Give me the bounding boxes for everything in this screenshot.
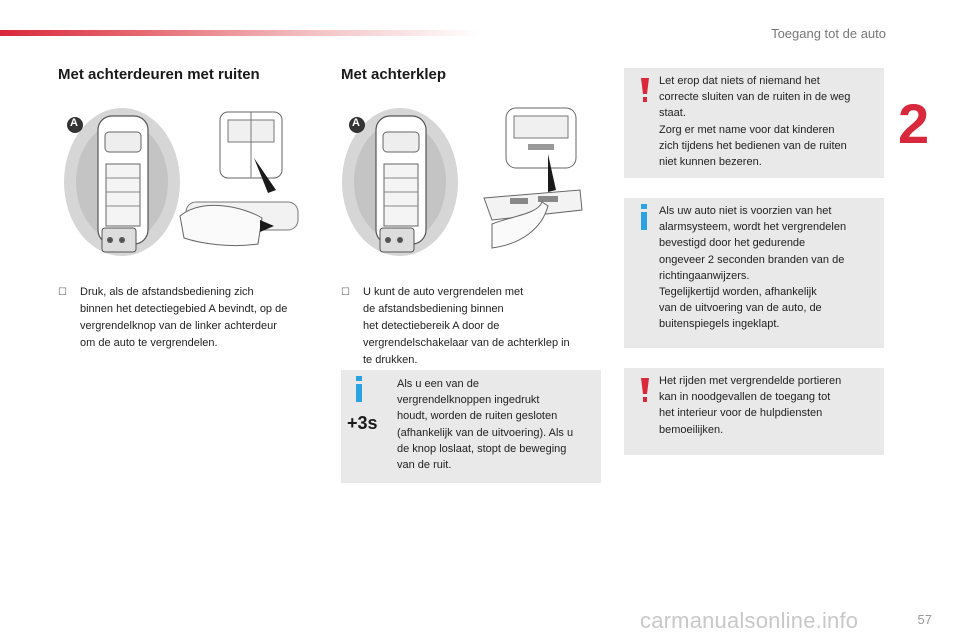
warning1-line: correcte sluiten van de ruiten in de weg <box>659 91 851 104</box>
warning1-line: niet kunnen bezeren. <box>659 156 762 169</box>
middle-info-line: houdt, worden de ruiten gesloten <box>397 410 558 423</box>
page-number: 57 <box>917 612 932 627</box>
info-line: bevestigd door het gedurende <box>659 237 806 250</box>
left-bullet <box>58 284 320 352</box>
left-bullet-line: om de auto te vergrendelen. <box>80 337 218 349</box>
page-header-title: Toegang tot de auto <box>771 26 886 41</box>
info-line: ongeveer 2 seconden branden van de <box>659 253 845 266</box>
info-line: van de uitvoering van de auto, de <box>659 302 822 315</box>
figure-label-a: A <box>352 117 360 129</box>
bullet-arrow-icon: ☐ <box>341 287 350 298</box>
warning1-line: Zorg er met name voor dat kinderen <box>659 123 835 136</box>
middle-info-line: van de ruit. <box>397 459 452 472</box>
middle-info-line: Als u een van de <box>397 378 479 390</box>
warning1-line: staat. <box>659 107 686 120</box>
middle-bullet-line: het detectiebereik A door de <box>363 320 500 332</box>
warning-exclamation-icon <box>640 378 650 402</box>
warning-exclamation-icon <box>640 78 650 102</box>
watermark-text: carmanualsonline.info <box>640 608 859 633</box>
plus-3s-badge-text: +3s <box>347 413 378 433</box>
info-line: Tegelijkertijd worden, afhankelijk <box>659 286 817 299</box>
warning-box-emergency <box>624 368 884 455</box>
middle-figure <box>342 98 604 266</box>
chapter-number: 2 <box>898 92 930 155</box>
warning2-line: het interieur voor de hulpdiensten <box>659 407 823 420</box>
header-accent-bar <box>0 30 480 36</box>
middle-info-line: de knop loslaat, stopt de beweging <box>397 442 567 455</box>
warning2-line: kan in noodgevallen de toegang tot <box>659 391 831 404</box>
info-line: alarmsysteem, wordt het vergrendelen <box>659 221 847 234</box>
warning1-line: Let erop dat niets of niemand het <box>659 75 820 87</box>
warning1-line: zich tijdens het bedienen van de ruiten <box>659 139 847 152</box>
plus-3-seconds-icon <box>347 404 389 444</box>
left-bullet-line: vergrendelknop van de linker achterdeur <box>80 320 277 332</box>
info-line: buitenspiegels ingeklapt. <box>659 318 780 331</box>
middle-info-line: vergrendelknoppen ingedrukt <box>397 394 540 407</box>
info-icon <box>353 376 365 402</box>
middle-bullet-line: vergrendelschakelaar van de achterklep in <box>363 337 570 349</box>
left-bullet-line: Druk, als de afstandsbediening zich <box>80 286 254 298</box>
info-line: richtingaanwijzers. <box>659 269 750 282</box>
bullet-arrow-icon: ☐ <box>58 287 67 298</box>
left-figure <box>62 98 324 266</box>
middle-bullet-line: de afstandsbediening binnen <box>363 303 504 315</box>
middle-bullet <box>341 284 603 369</box>
middle-section-title: Met achterklep <box>341 66 447 83</box>
left-bullet-line: binnen het detectiegebied A bevindt, op de <box>80 303 288 315</box>
middle-info-box <box>341 370 601 483</box>
middle-bullet-line: U kunt de auto vergrendelen met <box>363 286 524 298</box>
warning2-line: bemoeilijken. <box>659 423 724 436</box>
rear-doors-illustration <box>62 98 324 266</box>
middle-bullet-line: te drukken. <box>363 354 418 366</box>
figure-label-a: A <box>70 117 78 129</box>
left-section-title: Met achterdeuren met ruiten <box>58 66 260 83</box>
info-icon <box>638 204 650 230</box>
tailgate-illustration <box>342 98 604 266</box>
info-line: Als uw auto niet is voorzien van het <box>659 205 832 217</box>
warning2-line: Het rijden met vergrendelde portieren <box>659 375 842 387</box>
warning-box-windows <box>624 68 884 178</box>
middle-info-line: (afhankelijk van de uitvoering). Als u <box>397 426 574 439</box>
info-box-alarm <box>624 198 884 348</box>
